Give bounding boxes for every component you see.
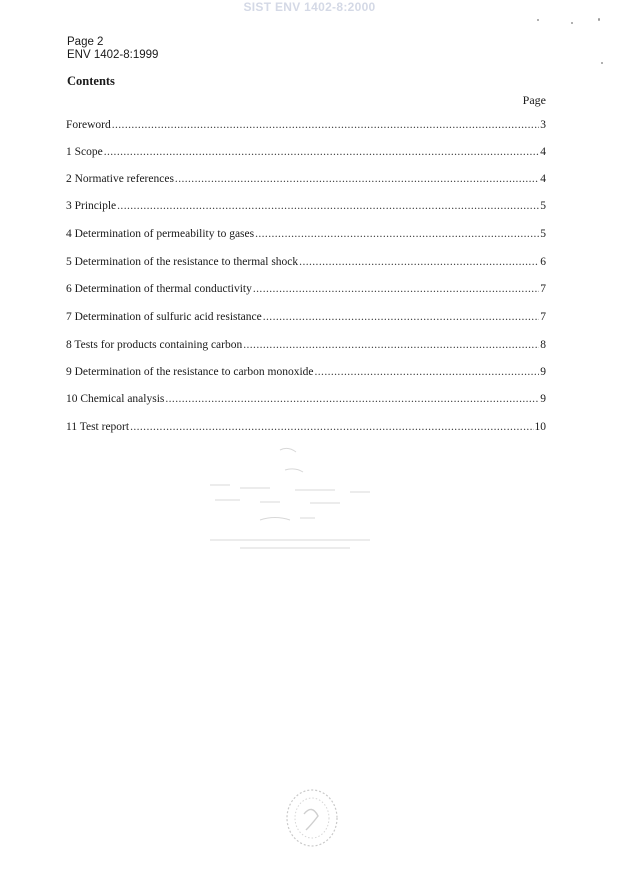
toc-entry-page: 3 bbox=[540, 119, 546, 131]
scan-speck bbox=[537, 19, 539, 21]
toc-entry-carbon-products[interactable] bbox=[66, 339, 546, 355]
toc-leader-dots bbox=[130, 421, 533, 433]
page-column-label: Page bbox=[522, 93, 546, 107]
toc-entry-title: 1 Scope bbox=[66, 146, 103, 158]
toc-entry-thermal-conductivity[interactable] bbox=[66, 283, 546, 299]
toc-entry-scope[interactable] bbox=[66, 146, 546, 162]
toc-entry-foreword[interactable] bbox=[66, 119, 546, 135]
toc-entry-title: 8 Tests for products containing carbon bbox=[66, 339, 243, 351]
scan-speck bbox=[601, 62, 603, 64]
faint-circular-stamp bbox=[284, 786, 340, 850]
toc-entry-title: 9 Determination of the resistance to carbon monoxide bbox=[66, 366, 314, 378]
toc-entry-page: 9 bbox=[540, 366, 546, 378]
toc-entry-title: 6 Determination of thermal conductivity bbox=[66, 283, 252, 295]
toc-entry-title: 10 Chemical analysis bbox=[66, 393, 165, 405]
toc-entry-title: 7 Determination of sulfuric acid resistance bbox=[66, 311, 262, 323]
toc-entry-page: 7 bbox=[540, 311, 546, 323]
toc-entry-page: 9 bbox=[540, 393, 546, 405]
toc-entry-page: 5 bbox=[540, 228, 546, 240]
toc-entry-thermal-shock[interactable] bbox=[66, 256, 546, 272]
toc-leader-dots bbox=[243, 339, 539, 351]
contents-heading: Contents bbox=[67, 74, 115, 88]
page-header bbox=[67, 36, 158, 62]
toc-entry-principle[interactable] bbox=[66, 200, 546, 216]
toc-entry-permeability[interactable] bbox=[66, 228, 546, 244]
toc-entry-page: 8 bbox=[540, 339, 546, 351]
toc-entry-title: 3 Principle bbox=[66, 200, 117, 212]
toc-entry-page: 4 bbox=[540, 173, 546, 185]
toc-entry-page: 4 bbox=[540, 146, 546, 158]
toc-leader-dots bbox=[253, 283, 539, 295]
faint-bleed-through-mark bbox=[200, 440, 390, 555]
toc-entry-page: 7 bbox=[540, 283, 546, 295]
toc-leader-dots bbox=[104, 146, 540, 158]
toc-leader-dots bbox=[165, 393, 539, 405]
toc-entry-title: 11 Test report bbox=[66, 421, 130, 433]
document-watermark: SIST ENV 1402-8:2000 bbox=[243, 0, 376, 14]
toc-leader-dots bbox=[175, 173, 539, 185]
toc-leader-dots bbox=[112, 119, 540, 131]
toc-entry-sulfuric-acid[interactable] bbox=[66, 311, 546, 327]
toc-leader-dots bbox=[263, 311, 540, 323]
scan-speck bbox=[598, 18, 600, 21]
toc-leader-dots bbox=[299, 256, 539, 268]
toc-entry-page: 5 bbox=[540, 200, 546, 212]
toc-entry-title: 4 Determination of permeability to gases bbox=[66, 228, 255, 240]
toc-entry-chemical-analysis[interactable] bbox=[66, 393, 546, 409]
standard-reference: ENV 1402-8:1999 bbox=[67, 49, 159, 61]
toc-leader-dots bbox=[315, 366, 540, 378]
toc-leader-dots bbox=[255, 228, 539, 240]
toc-entry-test-report[interactable] bbox=[66, 421, 546, 437]
toc-leader-dots bbox=[117, 200, 539, 212]
page-number: Page 2 bbox=[67, 36, 104, 48]
toc-entry-title: Foreword bbox=[66, 119, 111, 131]
toc-entry-title: 2 Normative references bbox=[66, 173, 174, 185]
toc-entry-page: 10 bbox=[534, 421, 546, 433]
scan-speck bbox=[571, 22, 573, 24]
toc-entry-carbon-monoxide[interactable] bbox=[66, 366, 546, 382]
toc-entry-title: 5 Determination of the resistance to thermal shock bbox=[66, 256, 299, 268]
toc-entry-normative-references[interactable] bbox=[66, 173, 546, 189]
toc-entry-page: 6 bbox=[540, 256, 546, 268]
